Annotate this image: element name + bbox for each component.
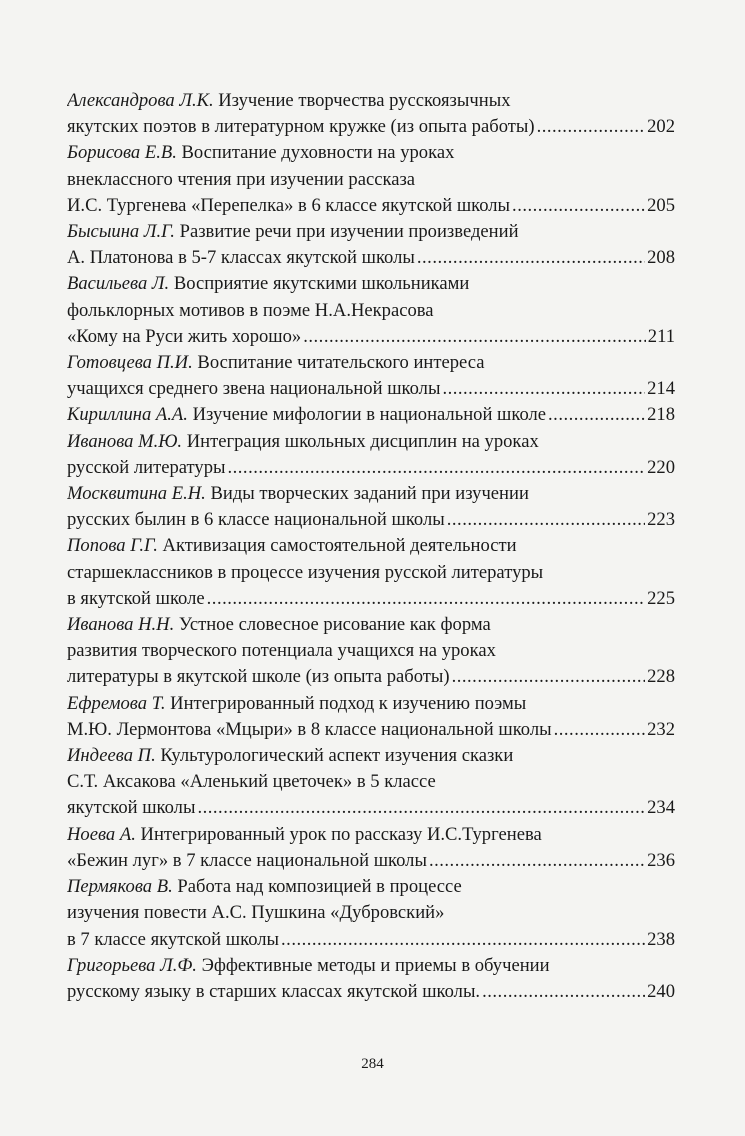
toc-title-start: Работа над композицией в процессе: [172, 876, 462, 898]
toc-line: [67, 927, 675, 953]
toc-line-text: [67, 169, 415, 190]
toc-line: [67, 324, 675, 350]
toc-line-text: [67, 562, 543, 583]
toc-line-text: [67, 717, 552, 743]
toc-line-text: [67, 431, 539, 452]
toc-line-text: [67, 142, 454, 163]
toc-line-text: [67, 273, 469, 294]
toc-entry: [67, 481, 675, 533]
toc-page-ref: 223: [647, 509, 675, 531]
dot-leader: [554, 717, 646, 743]
toc-line-text: [67, 245, 415, 271]
toc-line: [67, 560, 675, 586]
toc-entry: [67, 953, 675, 1005]
toc-author: Иванова Н.Н.: [67, 614, 175, 636]
toc-title-continued: учащихся среднего звена национальной школы: [67, 378, 441, 400]
dot-leader: [512, 193, 645, 219]
toc-title-start: Изучение творчества русскоязычных: [213, 90, 511, 111]
toc-line: [67, 193, 675, 219]
toc-line-text: [67, 902, 444, 923]
toc-line-text: [67, 90, 511, 111]
dot-leader: [197, 795, 645, 821]
toc-line: [67, 953, 675, 979]
toc-title-continued: развития творческого потенциала учащихся на уроках: [67, 640, 496, 662]
toc-author: Индеева П.: [67, 745, 156, 767]
toc-author: Борисова Е.В.: [67, 142, 177, 164]
toc-line: [67, 245, 675, 271]
toc-page-ref: 220: [647, 456, 675, 478]
toc-entry: [67, 402, 675, 428]
toc-author: Иванова М.Ю.: [67, 430, 183, 452]
toc-line: [67, 638, 675, 664]
toc-title-start: Устное словесное рисование как форма: [174, 614, 491, 636]
toc-author: Григорьева Л.Ф.: [67, 954, 197, 976]
toc-entry: [67, 88, 675, 140]
toc-page-ref: 208: [647, 247, 675, 269]
toc-line-text: [67, 586, 205, 612]
toc-line: [67, 717, 675, 743]
toc-title-start: Развитие речи при изучении произведений: [174, 221, 519, 243]
toc-line: [67, 664, 675, 690]
toc-line-text: [67, 664, 450, 690]
toc-line-text: [67, 771, 436, 792]
toc-line: [67, 271, 675, 297]
toc-title-continued: русских былин в 6 классе национальной школы: [67, 509, 445, 531]
toc-entry: [67, 822, 675, 874]
toc-entry: [67, 350, 675, 402]
toc-entry: [67, 271, 675, 350]
toc-line: [67, 219, 675, 245]
toc-title-continued: внеклассного чтения при изучении рассказа: [67, 168, 416, 190]
toc-line-text: [67, 614, 491, 635]
toc-line-text: [67, 114, 535, 140]
toc-author: Кириллина А.А.: [67, 404, 188, 426]
toc-title-start: Воспитание читательского интереса: [192, 352, 485, 374]
toc-line: [67, 533, 675, 559]
toc-title-continued: И.С. Тургенева «Перепелка» в 6 классе якутской школы: [67, 194, 511, 216]
toc-page-ref: 205: [647, 194, 675, 216]
toc-page-ref: 225: [647, 587, 675, 609]
dot-leader: [548, 402, 645, 428]
toc-page-ref: 234: [647, 797, 675, 819]
dot-leader: [429, 848, 645, 874]
toc-author: Попова Г.Г.: [67, 535, 158, 557]
toc-page-ref: 240: [647, 980, 675, 1002]
toc-title-start: Воспитание духовности на уроках: [176, 142, 455, 164]
toc-title-start: Изучение мифологии в национальной школе: [187, 404, 547, 426]
dot-leader: [303, 324, 646, 350]
toc-line: [67, 691, 675, 717]
dot-leader: [442, 376, 645, 402]
toc-author: Пермякова В.: [67, 876, 173, 898]
toc-line: [67, 612, 675, 638]
toc-line-text: [67, 483, 529, 504]
toc-title-continued: русской литературы: [67, 456, 226, 478]
toc-line-text: [67, 824, 542, 845]
toc-line-text: [67, 745, 513, 766]
toc-page-ref: 211: [647, 325, 675, 347]
toc-line: [67, 402, 675, 428]
toc-title-start: Активизация самостоятельной деятельности: [157, 535, 517, 557]
toc-title-continued: в якутской школе: [67, 587, 205, 609]
toc-page-ref: 236: [647, 849, 675, 871]
toc-line-text: [67, 640, 496, 661]
toc-line-text: [67, 876, 462, 897]
toc-line-text: [67, 795, 195, 821]
toc-line: [67, 848, 675, 874]
toc-line-text: [67, 693, 526, 714]
toc-title-continued: русскому языку в старших классах якутской школы.: [67, 980, 481, 1002]
toc-line: [67, 429, 675, 455]
toc-title-continued: якутских поэтов в литературном кружке (из опыта работы): [67, 116, 535, 138]
toc-line: [67, 743, 675, 769]
toc-entry: [67, 219, 675, 271]
toc-page-ref: 228: [647, 666, 675, 688]
dot-leader: [417, 245, 645, 271]
toc-line: [67, 88, 675, 114]
toc-title-continued: «Кому на Руси жить хорошо»: [67, 325, 302, 347]
toc-title-continued: А. Платонова в 5-7 классах якутской школы: [67, 247, 415, 269]
toc-entry: [67, 140, 675, 219]
toc-entry: [67, 874, 675, 953]
toc-line-text: [67, 300, 434, 321]
toc-line-text: [67, 535, 517, 556]
toc-title-continued: М.Ю. Лермонтова «Мцыри» в 8 классе национальной школы: [67, 718, 552, 740]
toc-title-start: Восприятие якутскими школьниками: [169, 273, 470, 295]
dot-leader: [537, 114, 646, 140]
table-of-contents: [67, 88, 675, 1005]
toc-title-continued: С.Т. Аксакова «Аленький цветочек» в 5 классе: [67, 771, 436, 793]
toc-title-continued: «Бежин луг» в 7 классе национальной школы: [67, 849, 427, 871]
toc-title-continued: изучения повести А.С. Пушкина «Дубровский»: [67, 902, 445, 924]
toc-line: [67, 481, 675, 507]
toc-entry: [67, 533, 675, 612]
toc-title-start: Интегрированный урок по рассказу И.С.Тургенева: [135, 823, 542, 845]
toc-page-ref: 202: [647, 116, 675, 138]
toc-page-ref: 218: [647, 404, 675, 426]
toc-page-ref: 214: [647, 378, 675, 400]
toc-line-text: [67, 221, 519, 242]
toc-line: [67, 874, 675, 900]
toc-title-start: Эффективные методы и приемы в обучении: [196, 954, 550, 976]
toc-entry: [67, 743, 675, 822]
toc-line: [67, 114, 675, 140]
toc-title-start: Виды творческих заданий при изучении: [205, 483, 529, 505]
toc-line-text: [67, 927, 279, 953]
toc-line: [67, 795, 675, 821]
toc-line: [67, 376, 675, 402]
dot-leader: [281, 927, 645, 953]
toc-title-start: Интеграция школьных дисциплин на уроках: [182, 430, 539, 452]
toc-line: [67, 586, 675, 612]
toc-line: [67, 298, 675, 324]
toc-author: Александрова Л.К.: [67, 90, 214, 111]
toc-title-continued: в 7 классе якутской школы: [67, 928, 280, 950]
toc-author: Ефремова Т.: [67, 692, 166, 714]
toc-entry: [67, 691, 675, 743]
page-number: 284: [361, 1056, 384, 1072]
toc-author: Васильева Л.: [67, 273, 170, 295]
dot-leader: [452, 664, 646, 690]
toc-title-start: Интегрированный подход к изучению поэмы: [165, 692, 527, 714]
toc-line-text: [67, 376, 440, 402]
toc-author: Москвитина Е.Н.: [67, 483, 206, 505]
toc-line-text: [67, 352, 484, 373]
toc-line-text: [67, 507, 445, 533]
toc-author: Бысыина Л.Г.: [67, 221, 175, 243]
toc-entry: [67, 612, 675, 691]
dot-leader: [207, 586, 645, 612]
dot-leader: [447, 507, 645, 533]
toc-line: [67, 769, 675, 795]
dot-leader: [227, 455, 645, 481]
dot-leader: [482, 979, 645, 1005]
toc-page-ref: 238: [647, 928, 675, 950]
toc-title-continued: старшеклассников в процессе изучения русской литературы: [67, 561, 544, 583]
toc-line: [67, 455, 675, 481]
toc-page-ref: 232: [647, 718, 675, 740]
toc-line-text: [67, 402, 546, 428]
toc-author: Ноева А.: [67, 823, 136, 845]
toc-title-continued: якутской школы: [67, 797, 196, 819]
toc-title-continued: фольклорных мотивов в поэме Н.А.Некрасова: [67, 299, 434, 321]
toc-line: [67, 979, 675, 1005]
toc-line: [67, 507, 675, 533]
toc-line-text: [67, 324, 301, 350]
toc-line-text: [67, 848, 427, 874]
toc-line: [67, 167, 675, 193]
toc-line-text: [67, 955, 550, 976]
toc-entry: [67, 429, 675, 481]
toc-line-text: [67, 979, 480, 1005]
toc-title-continued: литературы в якутской школе (из опыта работы): [67, 666, 450, 688]
toc-title-start: Культурологический аспект изучения сказки: [155, 745, 514, 767]
toc-line-text: [67, 193, 510, 219]
toc-author: Готовцева П.И.: [67, 352, 193, 374]
toc-line: [67, 140, 675, 166]
toc-line-text: [67, 455, 225, 481]
toc-line: [67, 822, 675, 848]
toc-line: [67, 350, 675, 376]
toc-line: [67, 900, 675, 926]
